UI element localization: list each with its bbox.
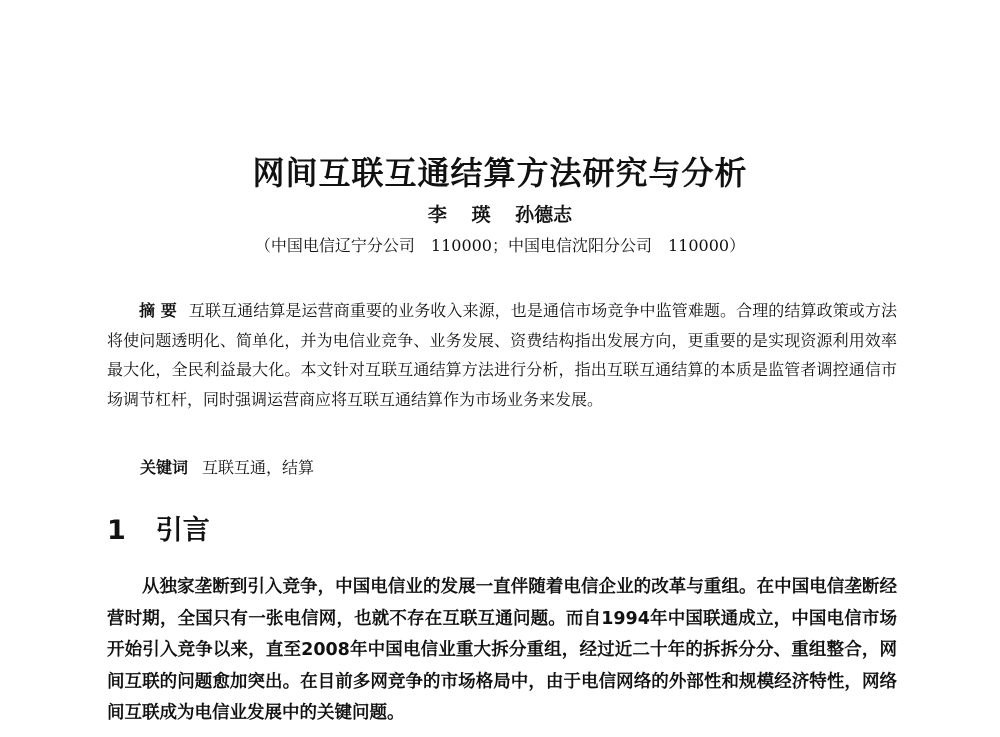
- abstract: [107, 296, 897, 414]
- section-heading: [107, 508, 210, 547]
- authors: 李 瑛 孙德志: [427, 204, 573, 226]
- keywords: [140, 455, 314, 478]
- section-number: 1: [107, 515, 126, 546]
- body-paragraph: 从独家垄断到引入竞争，中国电信业的发展一直伴随着电信企业的改革与重组。在中国电信垄断经营时期，全国只有一张电信网，也就不存在互联互通问题。而自1994年中国联通成立，中国电信市场开始引入竞争以来，直至2008年中国电信业重大拆分重组，经过近二十年的拆拆分分、重组整合，网间互联的问题愈加突出。在目前多网竞争的市场格局中，由于电信网络的外部性和规模经济特性，网络间互联成为电信业发展中的关键问题。: [107, 577, 897, 723]
- affiliation: （中国电信辽宁分公司 110000；中国电信沈阳分公司 110000）: [254, 236, 746, 255]
- paper-title: 网间互联互通结算方法研究与分析: [252, 154, 748, 192]
- abstract-text: 互联互通结算是运营商重要的业务收入来源，也是通信市场竞争中监管难题。合理的结算政策或方法将使问题透明化、简单化，并为电信业竞争、业务发展、资费结构指出发展方向，更重要的是实现资源利用效率最大化，全民利益最大化。本文针对互联互通结算方法进行分析，指出互联互通结算的本质是监管者调控通信市场调节杠杆，同时强调运营商应将互联互通结算作为市场业务来发展。: [107, 301, 897, 409]
- abstract-label: 摘 要: [139, 301, 177, 320]
- keywords-label: 关键词: [140, 458, 189, 477]
- keywords-text: 互联互通，结算: [202, 458, 315, 477]
- section-title: 引言: [155, 515, 210, 546]
